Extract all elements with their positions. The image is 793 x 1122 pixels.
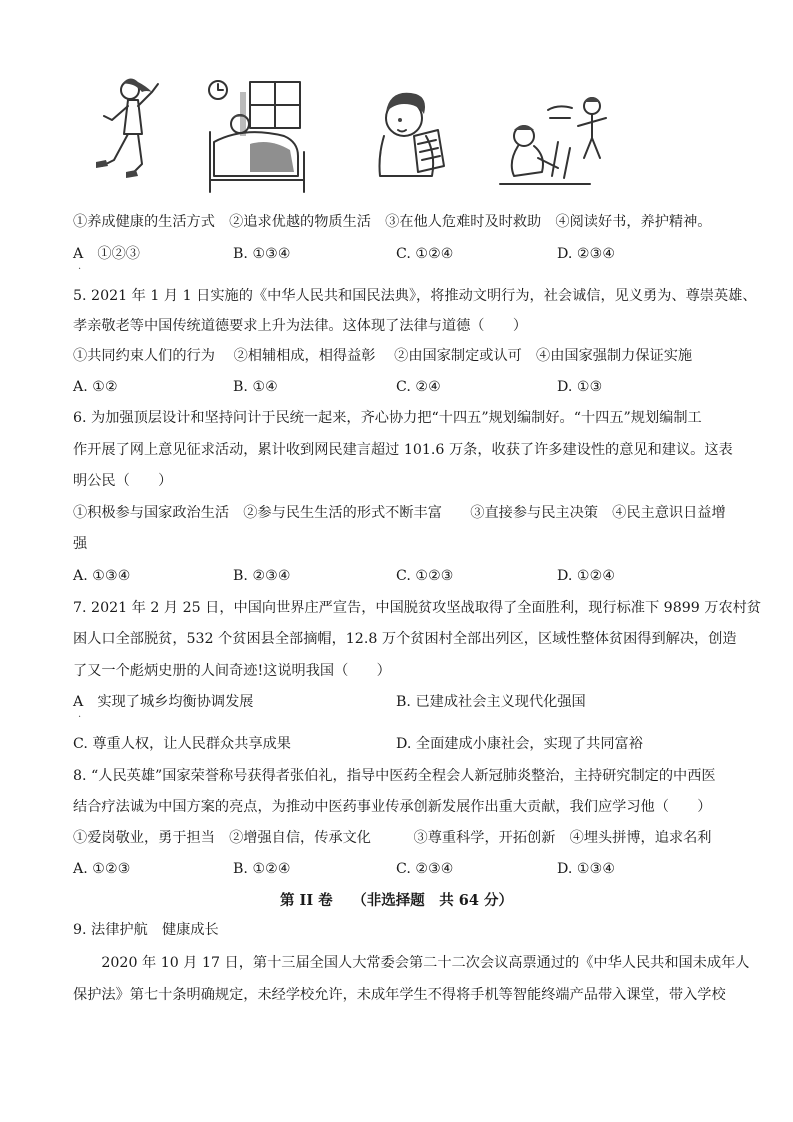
q6-stem-line-3: 明公民（ ） <box>73 473 173 489</box>
q5-statements: ①共同约束人们的行为 ②相辅相成，相得益彰 ②由国家制定或认可 ④由国家强制力保证实施 <box>73 348 693 364</box>
q5-stem-line-1: 5. 2021 年 1 月 1 日实施的《中华人民共和国民法典》，将推动文明行为，社会诚信，见义勇为、尊崇英雄、 <box>73 288 757 304</box>
q8-statements: ①爱岗敬业，勇于担当 ②增强自信，传承文化 ③尊重科学，开拓创新 ④埋头拼博，追求名利 <box>73 830 712 846</box>
illustration-reading-boy <box>370 72 455 200</box>
q4-statements: ①养成健康的生活方式 ②追求优越的物质生活 ③在他人危难时及时救助 ④阅读好书，养护精神。 <box>73 214 712 230</box>
reading-boy-icon <box>370 72 455 200</box>
q8-option-b[interactable]: B. ①②④ <box>233 861 291 877</box>
q6-option-d[interactable]: D. ①②④ <box>557 568 616 584</box>
q4-option-d[interactable]: D. ②③④ <box>557 246 616 262</box>
running-girl-icon <box>92 72 170 200</box>
q5-option-d[interactable]: D. ①③ <box>557 379 603 395</box>
q6-option-a[interactable]: A. ①③④ <box>73 568 131 584</box>
scan-mark: · <box>78 264 82 275</box>
q7-stem-line-2: 困人口全部脱贫，532 个贫困县全部摘帽，12.8 万个贫困村全部出列区，区域性整体贫困得到解决，创造 <box>73 631 737 647</box>
q7-option-a[interactable]: A 实现了城乡均衡协调发展 <box>73 694 254 710</box>
q8-option-d[interactable]: D. ①③④ <box>557 861 616 877</box>
q7-option-d[interactable]: D. 全面建成小康社会，实现了共同富裕 <box>396 736 643 752</box>
q7-stem-line-3: 了又一个彪炳史册的人间奇迹!这说明我国（ ） <box>73 663 391 679</box>
scan-mark: · <box>78 712 82 723</box>
q4-option-a[interactable]: A ①②③ <box>73 246 140 262</box>
q9-heading: 9. 法律护航 健康成长 <box>73 922 219 938</box>
q9-paragraph-line-2: 保护法》第七十条明确规定，未经学校允许，未成年学生不得将手机等智能终端产品带入课堂，带入学校 <box>73 987 726 1003</box>
q4-option-c[interactable]: C. ①②④ <box>396 246 454 262</box>
illustration-sleeping-boy <box>200 72 310 200</box>
q6-stem-line-1: 6. 为加强顶层设计和坚持问计于民统一起来，齐心协力把“十四五”规划编制好。“十四五”规划编制工 <box>73 410 702 426</box>
q5-option-b[interactable]: B. ①④ <box>233 379 278 395</box>
q6-option-c[interactable]: C. ①②③ <box>396 568 454 584</box>
q4-option-b[interactable]: B. ①③④ <box>233 246 291 262</box>
q8-option-a[interactable]: A. ①②③ <box>73 861 131 877</box>
helping-fallen-person-icon <box>498 72 618 200</box>
q5-stem-line-2: 孝亲敬老等中国传统道德要求上升为法律。这体现了法律与道德（ ） <box>73 318 528 334</box>
illustration-helping-fallen-person <box>498 72 618 200</box>
q9-paragraph-line-1: 2020 年 10 月 17 日，第十三届全国人大常委会第二十二次会议高票通过的《中华人民共和国未成年人 <box>73 955 750 971</box>
q7-stem-line-1: 7. 2021 年 2 月 25 日，中国向世界庄严宣告，中国脱贫攻坚战取得了全面胜利，现行标准下 9899 万农村贫 <box>73 600 762 616</box>
q6-option-b[interactable]: B. ②③④ <box>233 568 291 584</box>
illustration-running-girl <box>92 72 170 200</box>
section-title: 第 II 卷 （非选择题 共 64 分） <box>280 892 513 909</box>
q7-option-c[interactable]: C. 尊重人权，让人民群众共享成果 <box>73 736 291 752</box>
q5-option-a[interactable]: A. ①② <box>73 379 118 395</box>
q5-option-c[interactable]: C. ②④ <box>396 379 441 395</box>
sleeping-boy-icon <box>200 72 310 200</box>
q8-stem-line-1: 8. “人民英雄”国家荣誉称号获得者张伯礼，指导中医药全程会人新冠肺炎整治，主持研究制定的中西医 <box>73 768 716 784</box>
q6-statements-line-1: ①积极参与国家政治生活 ②参与民生生活的形式不断丰富 ③直接参与民主决策 ④民主意识日益增 <box>73 505 726 521</box>
q8-option-c[interactable]: C. ②③④ <box>396 861 454 877</box>
q6-statements-line-2: 强 <box>73 536 88 552</box>
q8-stem-line-2: 结合疗法诚为中国方案的亮点，为推动中医药事业传承创新发展作出重大贡献，我们应学习他（ ） <box>73 799 712 815</box>
q6-stem-line-2: 作开展了网上意见征求活动，累计收到网民建言超过 101.6 万条，收获了许多建设性的意见和建议。这表 <box>73 442 733 458</box>
q7-option-b[interactable]: B. 已建成社会主义现代化强国 <box>396 694 586 710</box>
